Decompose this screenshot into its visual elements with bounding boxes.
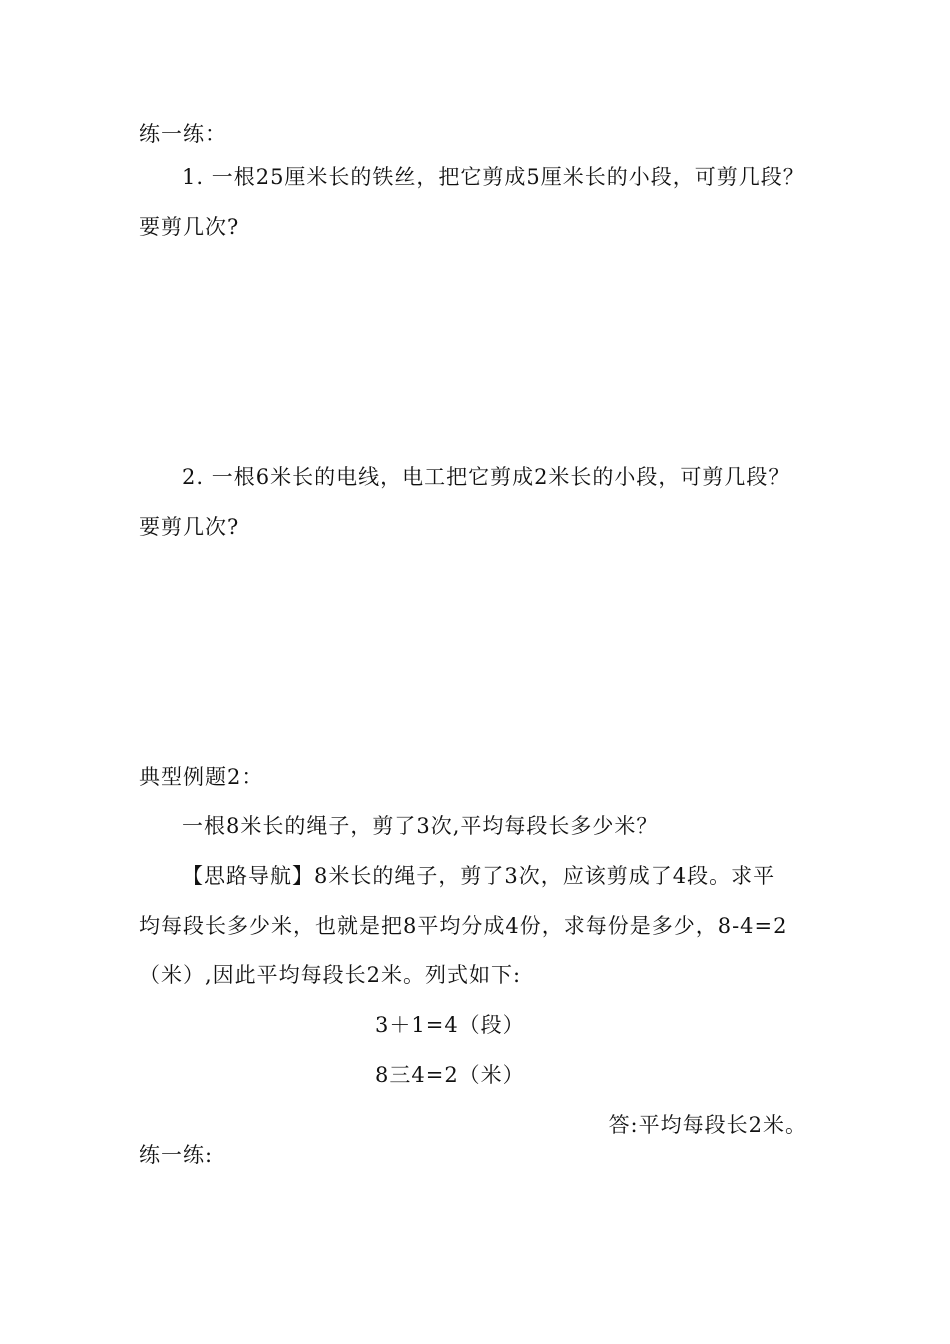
analysis-line-2: 均每段长多少米，也就是把8平均分成4份，求每份是多少，8-4=2 <box>139 914 788 938</box>
practice-question-1-line-1: 1. 一根25厘米长的铁丝，把它剪成5厘米长的小段，可剪几段？ <box>182 165 805 189</box>
example-question: 一根8米长的绳子，剪了3次,平均每段长多少米？ <box>182 814 659 838</box>
practice-question-2-line-2: 要剪几次? <box>139 515 240 539</box>
example-heading: 典型例题2： <box>139 765 264 789</box>
practice-heading-1: 练一练： <box>139 122 227 146</box>
analysis-line-1: 【思路导航】8米长的绳子，剪了3次，应该剪成了4段。求平 <box>182 864 776 888</box>
formula-2: 8三4=2（米） <box>375 1063 525 1087</box>
formula-1: 3＋1=4（段） <box>375 1013 525 1037</box>
analysis-line-3: （米）,因此平均每段长2米。列式如下: <box>139 963 522 987</box>
practice-question-2-line-1: 2. 一根6米长的电线，电工把它剪成2米长的小段，可剪几段？ <box>182 465 791 489</box>
answer: 答:平均每段长2米。 <box>608 1113 807 1137</box>
practice-question-1-line-2: 要剪几次? <box>139 215 240 239</box>
practice-heading-2: 练一练: <box>139 1143 214 1167</box>
